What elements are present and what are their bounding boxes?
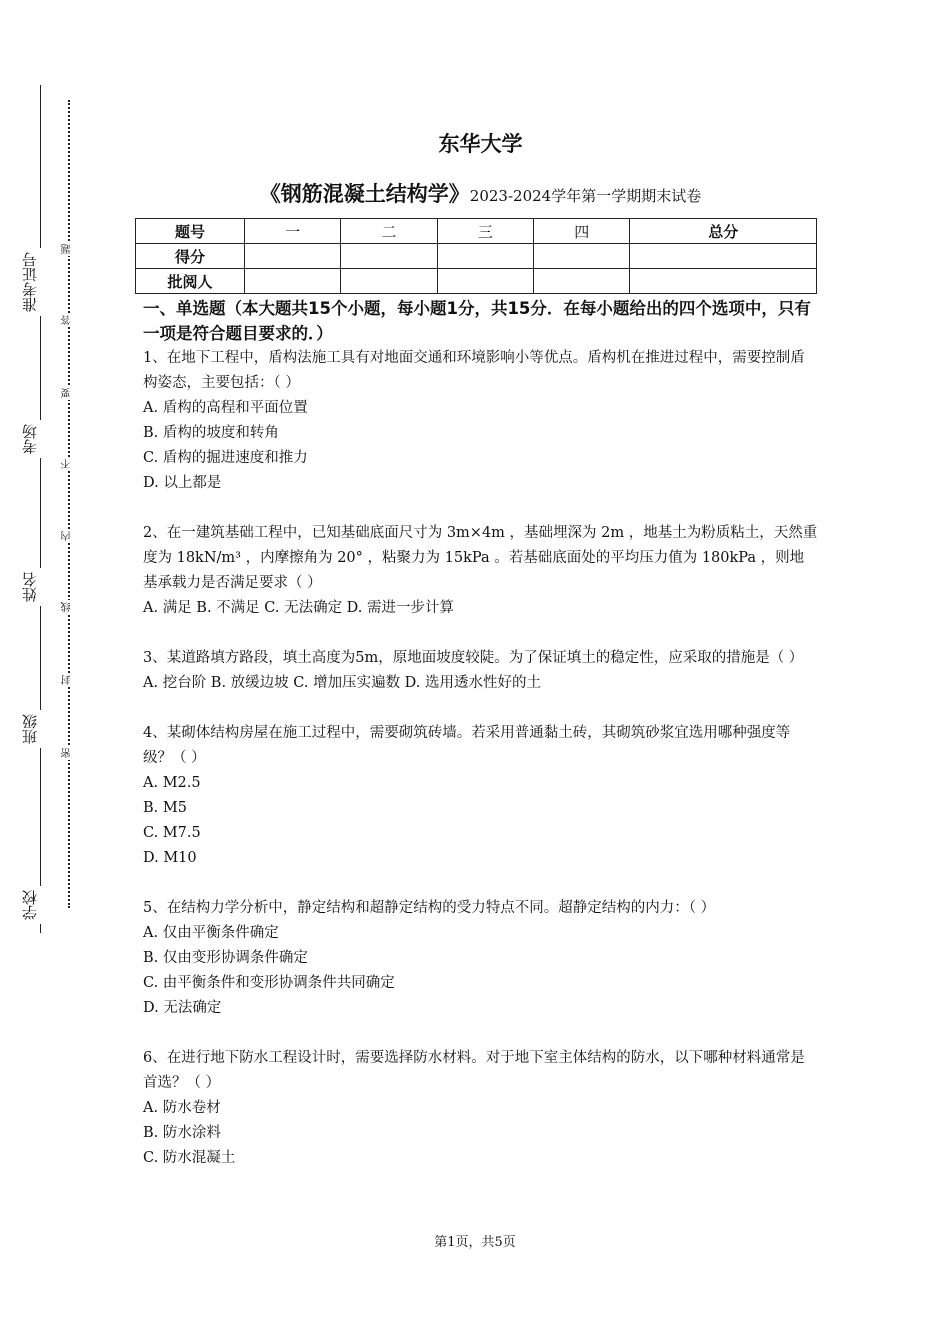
question-stem: 1、在地下工程中，盾构法施工具有对地面交通和环境影响小等优点。盾构机在推进过程中，需要控制盾构姿态，主要包括：（ ） — [143, 350, 805, 391]
row-header: 批阅人 — [136, 269, 245, 294]
col-header: 三 — [437, 219, 533, 244]
field-label-exam-room: 考场 — [10, 420, 50, 458]
question-2 — [143, 521, 818, 621]
seal-char: 线 — [58, 600, 78, 614]
col-header: 一 — [244, 219, 340, 244]
score-cell[interactable] — [437, 244, 533, 269]
option: B. 仅由变形协调条件确定 — [143, 950, 308, 966]
binding-strip — [0, 0, 90, 1344]
question-stem: 3、某道路填方路段，填土高度为5m，原地面坡度较陡。为了保证填土的稳定性，应采取的措施是（ ） — [143, 650, 804, 666]
course-name: 《钢筋混凝土结构学》 — [259, 182, 470, 206]
seal-char: 题 — [58, 242, 78, 256]
grader-row — [136, 269, 817, 294]
exam-title — [143, 178, 818, 208]
question-1 — [143, 346, 818, 496]
score-cell[interactable] — [244, 244, 340, 269]
option: C. 防水混凝土 — [143, 1150, 236, 1166]
field-label-name: 姓名 — [10, 568, 50, 606]
question-stem: 6、在进行地下防水工程设计时，需要选择防水材料。对于地下室主体结构的防水，以下哪种材料通常是首选？（ ） — [143, 1050, 805, 1091]
grader-cell[interactable] — [244, 269, 340, 294]
seal-char: 内 — [58, 529, 78, 543]
question-4 — [143, 721, 818, 871]
question-5 — [143, 896, 818, 1021]
row-header: 得分 — [136, 244, 245, 269]
col-header: 题号 — [136, 219, 245, 244]
option: D. M10 — [143, 850, 197, 866]
option: C. 盾构的掘进速度和推力 — [143, 450, 308, 466]
question-3 — [143, 646, 818, 696]
page-footer: 第1页，共5页 — [434, 1235, 516, 1250]
col-header: 总分 — [630, 219, 817, 244]
option: D. 无法确定 — [143, 1000, 222, 1016]
seal-char: 封 — [58, 673, 78, 687]
seal-char: 要 — [58, 386, 78, 400]
field-label-school: 学校 — [10, 886, 50, 924]
university-name: 东华大学 — [438, 132, 523, 156]
grader-cell[interactable] — [341, 269, 437, 294]
score-cell[interactable] — [341, 244, 437, 269]
field-label-exam-id: 准考证号 — [10, 248, 50, 316]
option: A. 防水卷材 — [143, 1100, 221, 1116]
question-stem: 5、在结构力学分析中，静定结构和超静定结构的受力特点不同。超静定结构的内力：（ ） — [143, 900, 716, 916]
question-stem: 2、在一建筑基础工程中，已知基础底面尺寸为 3m×4m ，基础埋深为 2m ，地基土为粉质粘土，天然重度为 18kN/m³ ，内摩擦角为 20° ，粘聚力为 15kPa 。若基础底面处的平均压力值为 180kPa ，则地基承载力是否满足要求（ ） — [143, 525, 818, 591]
option: B. M5 — [143, 800, 187, 816]
grader-cell[interactable] — [437, 269, 533, 294]
col-header: 四 — [534, 219, 630, 244]
score-cell[interactable] — [534, 244, 630, 269]
binding-dotted-line — [68, 100, 70, 908]
seal-char: 答 — [58, 313, 78, 327]
grader-cell[interactable] — [630, 269, 817, 294]
field-label-class: 班级 — [10, 710, 50, 748]
option: A. 盾构的高程和平面位置 — [143, 400, 308, 416]
option: A. 仅由平衡条件确定 — [143, 925, 279, 941]
score-row — [136, 244, 817, 269]
seal-char: 密 — [58, 746, 78, 760]
option: C. M7.5 — [143, 825, 201, 841]
option: D. 以上都是 — [143, 475, 222, 491]
section-heading: 一、单选题（本大题共15个小题，每小题1分，共15分．在每小题给出的四个选项中，只有一项是符合题目要求的．） — [143, 299, 811, 343]
grader-cell[interactable] — [534, 269, 630, 294]
score-cell[interactable] — [630, 244, 817, 269]
option: B. 盾构的坡度和转角 — [143, 425, 279, 441]
score-table — [135, 218, 817, 294]
score-table-header — [136, 219, 817, 244]
options-inline: A. 挖台阶 B. 放缓边坡 C. 增加压实遍数 D. 选用透水性好的土 — [143, 675, 542, 691]
options-inline: A. 满足 B. 不满足 C. 无法确定 D. 需进一步计算 — [143, 600, 455, 616]
option: C. 由平衡条件和变形协调条件共同确定 — [143, 975, 395, 991]
exam-term: 2023-2024学年第一学期期末试卷 — [469, 187, 702, 205]
col-header: 二 — [341, 219, 437, 244]
option: B. 防水涂料 — [143, 1125, 221, 1141]
question-6 — [143, 1046, 818, 1171]
option: A. M2.5 — [143, 775, 201, 791]
seal-char: 不 — [58, 457, 78, 471]
question-list — [143, 346, 818, 1196]
question-stem: 4、某砌体结构房屋在施工过程中，需要砌筑砖墙。若采用普通黏土砖，其砌筑砂浆宜选用哪种强度等级？（ ） — [143, 725, 791, 766]
binding-solid-line — [40, 85, 41, 933]
